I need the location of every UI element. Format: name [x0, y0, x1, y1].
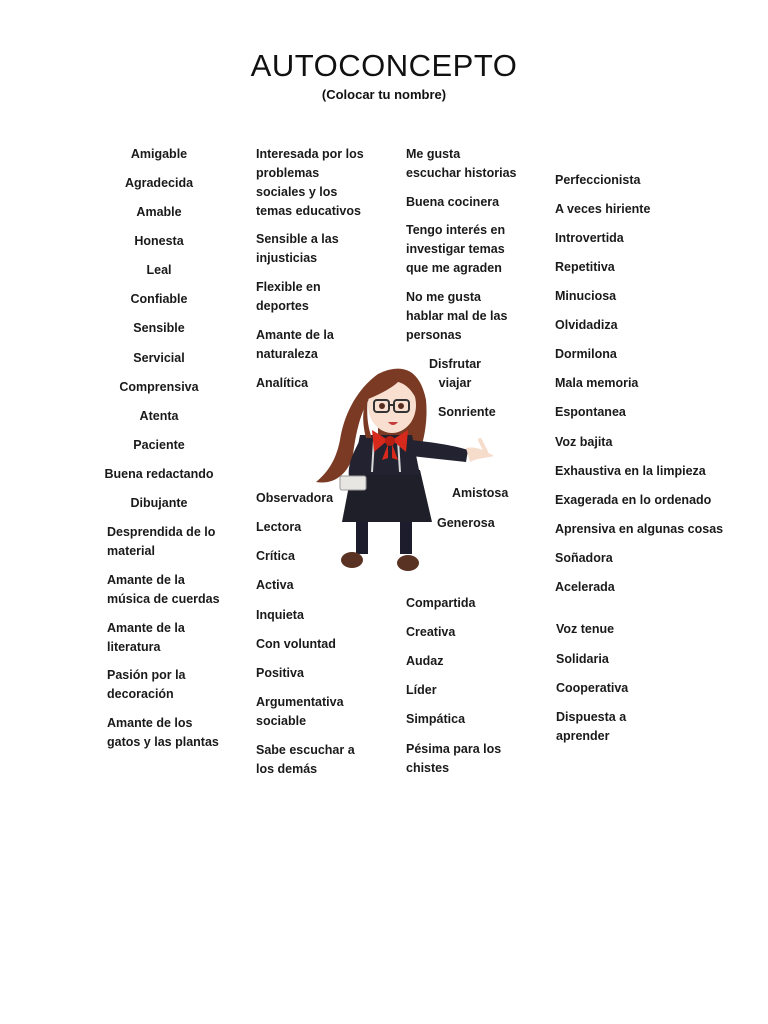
trait-col1: Dibujante — [130, 496, 188, 510]
trait-col1: Amante de la literatura — [107, 621, 185, 654]
trait-col2: Interesada por los problemas sociales y los temas educativos — [256, 147, 364, 218]
trait-col1: Sensible — [133, 321, 185, 335]
trait-col1: Amigable — [130, 147, 188, 161]
trait-col4: Exagerada en lo ordenado — [555, 493, 712, 507]
trait-col2: Sensible a las injusticias — [256, 232, 339, 265]
trait-col4: Mala memoria — [555, 376, 639, 390]
trait-col1: Amable — [136, 205, 182, 219]
trait-col4: Repetitiva — [555, 260, 615, 274]
trait-col2: Inquieta — [256, 608, 304, 622]
trait-col3: Líder — [406, 683, 437, 697]
trait-col4: Solidaria — [556, 652, 609, 666]
trait-col3: Buena cocinera — [406, 195, 500, 209]
trait-col4: Espontanea — [555, 405, 626, 419]
trait-col1: Comprensiva — [119, 380, 199, 394]
trait-col2: Flexible en deportes — [256, 280, 321, 313]
trait-col2: Crítica — [256, 549, 295, 563]
trait-col4: Dormilona — [555, 347, 617, 361]
trait-col3: Creativa — [406, 625, 456, 639]
trait-col4: Cooperativa — [556, 681, 629, 695]
cartoon-girl-illustration — [308, 360, 508, 580]
trait-col1: Honesta — [134, 234, 184, 248]
trait-col3: Me gusta escuchar historias — [406, 147, 517, 180]
page-subtitle: (Colocar tu nombre) — [321, 87, 447, 102]
trait-col3: Pésima para los chistes — [406, 742, 502, 775]
trait-col4: Introvertida — [555, 231, 624, 245]
trait-col1: Pasión por la decoración — [107, 668, 186, 701]
trait-col1: Buena redactando — [104, 467, 214, 481]
trait-col1: Paciente — [133, 438, 185, 452]
trait-col4: Dispuesta a aprender — [556, 710, 627, 743]
trait-col3: Disfrutar viajar — [428, 357, 482, 390]
trait-col2: Sabe escuchar a los demás — [256, 743, 355, 776]
trait-col1: Desprendida de lo material — [107, 525, 216, 558]
trait-col1: Atenta — [139, 409, 179, 423]
trait-col4: A veces hiriente — [555, 202, 651, 216]
trait-col3: Amistosa — [452, 486, 509, 500]
trait-col1: Confiable — [130, 292, 188, 306]
trait-col4: Perfeccionista — [555, 173, 641, 187]
trait-col2: Con voluntad — [256, 637, 336, 651]
trait-col3: Audaz — [406, 654, 444, 668]
trait-col2: Analítica — [256, 376, 309, 390]
trait-col3: Generosa — [437, 516, 495, 530]
trait-col2: Positiva — [256, 666, 304, 680]
trait-col4: Soñadora — [555, 551, 613, 565]
trait-col1: Leal — [146, 263, 172, 277]
trait-col1: Amante de la música de cuerdas — [107, 573, 220, 606]
trait-col1: Agradecida — [124, 176, 194, 190]
trait-col3: Sonriente — [438, 405, 496, 419]
trait-col3: Simpática — [406, 712, 466, 726]
trait-col4: Aprensiva en algunas cosas — [555, 522, 724, 536]
trait-col2: Amante de la naturaleza — [256, 328, 334, 361]
trait-col1: Amante de los gatos y las plantas — [107, 716, 219, 749]
trait-col4: Minuciosa — [555, 289, 617, 303]
trait-col3: Compartida — [406, 596, 476, 610]
trait-col2: Observadora — [256, 491, 334, 505]
trait-col4: Voz bajita — [555, 435, 613, 449]
page-title: AUTOCONCEPTO — [250, 48, 518, 83]
trait-col3: Tengo interés en investigar temas que me agraden — [406, 223, 506, 275]
trait-col1: Servicial — [133, 351, 185, 365]
trait-col4: Olvidadiza — [555, 318, 618, 332]
trait-col4: Voz tenue — [556, 622, 615, 636]
trait-col4: Exhaustiva en la limpieza — [555, 464, 706, 478]
trait-col4: Acelerada — [555, 580, 615, 594]
trait-col2: Activa — [256, 578, 294, 592]
trait-col2: Lectora — [256, 520, 302, 534]
trait-col2: Argumentativa sociable — [256, 695, 344, 728]
trait-col3: No me gusta hablar mal de las personas — [406, 290, 508, 342]
